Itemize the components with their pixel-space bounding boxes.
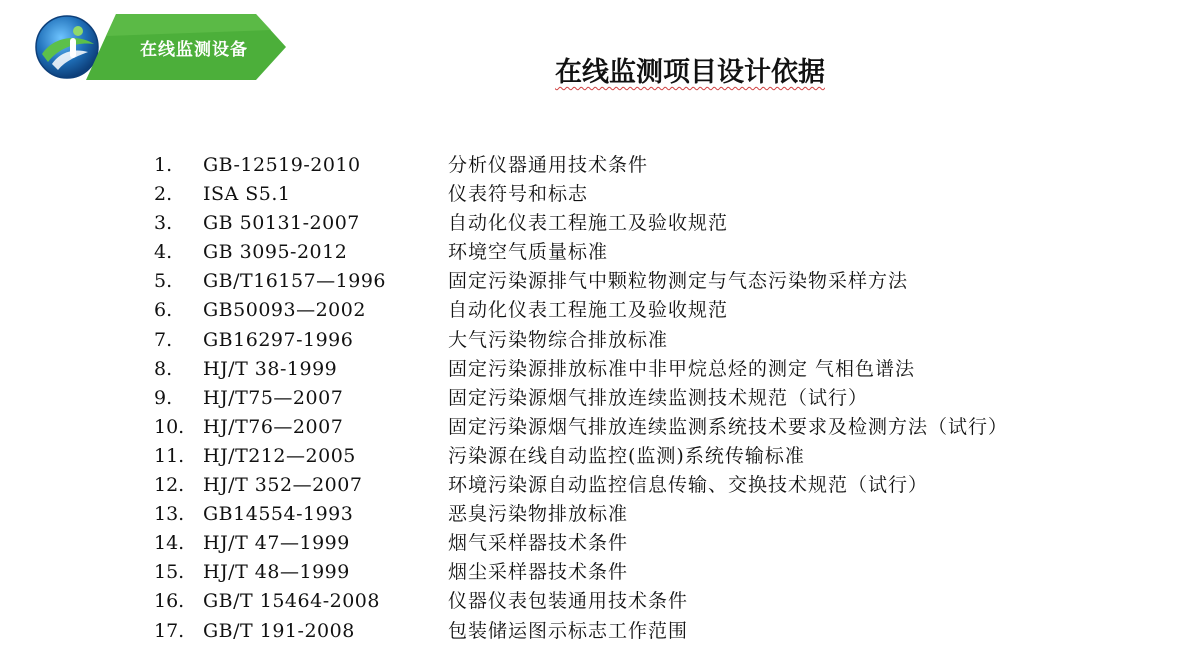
banner-text: 在线监测设备	[140, 40, 248, 60]
list-item	[150, 180, 1110, 209]
brand-banner	[86, 14, 286, 80]
standard-name: 固定污染源排放标准中非甲烷总烃的测定 气相色谱法	[448, 357, 916, 380]
list-item	[150, 471, 1110, 500]
item-number: 1.	[154, 154, 173, 176]
item-number: 10.	[154, 415, 185, 438]
standard-name: 固定污染源排气中颗粒物测定与气态污染物采样方法	[448, 270, 909, 293]
item-number: 4.	[154, 241, 173, 264]
item-number: 16.	[154, 590, 185, 613]
standard-name: 包装储运图示标志工作范围	[448, 619, 689, 642]
standard-code: GB/T 191-2008	[203, 619, 355, 642]
standard-name: 烟气采样器技术条件	[448, 532, 629, 555]
standard-name: 污染源在线自动监控(监测)系统传输标准	[448, 444, 805, 467]
standard-name: 固定污染源烟气排放连续监测系统技术要求及检测方法（试行）	[448, 415, 1009, 438]
standard-code: GB14554-1993	[203, 503, 354, 526]
standard-code: HJ/T75—2007	[203, 386, 344, 409]
list-item	[150, 267, 1110, 296]
list-item	[150, 296, 1110, 325]
item-number: 9.	[154, 386, 173, 409]
item-number: 7.	[154, 328, 173, 351]
item-number: 17.	[154, 619, 185, 642]
standard-code: GB-12519-2010	[203, 154, 361, 176]
standard-code: HJ/T 48—1999	[203, 561, 350, 584]
item-number: 12.	[154, 474, 185, 497]
standard-name: 固定污染源烟气排放连续监测技术规范（试行）	[448, 386, 869, 409]
standard-code: GB 3095-2012	[203, 241, 348, 264]
list-item	[150, 558, 1110, 587]
list-item	[150, 617, 1110, 646]
standard-name: 环境空气质量标准	[448, 241, 609, 264]
standard-name: 自动化仪表工程施工及验收规范	[448, 299, 729, 322]
standard-name: 仪器仪表包装通用技术条件	[448, 590, 689, 613]
item-number: 15.	[154, 561, 185, 584]
standard-code: HJ/T76—2007	[203, 415, 344, 438]
list-item	[150, 529, 1110, 558]
item-number: 14.	[154, 532, 185, 555]
item-number: 6.	[154, 299, 173, 322]
standard-name: 烟尘采样器技术条件	[448, 561, 629, 584]
item-number: 2.	[154, 183, 173, 206]
standard-name: 仪表符号和标志	[448, 183, 589, 206]
standard-code: GB16297-1996	[203, 328, 354, 351]
list-item	[150, 442, 1110, 471]
standard-name: 分析仪器通用技术条件	[448, 154, 649, 176]
item-number: 11.	[154, 444, 185, 467]
list-item	[150, 238, 1110, 267]
standard-code: GB/T16157—1996	[203, 270, 387, 293]
list-item	[150, 355, 1110, 384]
list-item	[150, 326, 1110, 355]
list-item	[150, 151, 1110, 180]
list-item	[150, 587, 1110, 616]
standard-name: 环境污染源自动监控信息传输、交换技术规范（试行）	[448, 474, 929, 497]
standard-code: GB50093—2002	[203, 299, 366, 322]
standard-code: HJ/T 38-1999	[203, 357, 338, 380]
standard-name: 大气污染物综合排放标准	[448, 328, 669, 351]
page-title: 在线监测项目设计依据	[555, 57, 825, 88]
item-number: 5.	[154, 270, 173, 293]
item-number: 3.	[154, 212, 173, 235]
item-number: 8.	[154, 357, 173, 380]
list-item	[150, 209, 1110, 238]
standard-code: GB/T 15464-2008	[203, 590, 380, 613]
standards-list	[150, 151, 1110, 646]
standard-code: HJ/T 352—2007	[203, 474, 363, 497]
standard-name: 恶臭污染物排放标准	[448, 503, 629, 526]
standard-code: HJ/T212—2005	[203, 444, 356, 467]
standard-name: 自动化仪表工程施工及验收规范	[448, 212, 729, 235]
standard-code: GB 50131-2007	[203, 212, 360, 235]
standard-code: HJ/T 47—1999	[203, 532, 350, 555]
list-item	[150, 413, 1110, 442]
list-item	[150, 384, 1110, 413]
list-item	[150, 500, 1110, 529]
item-number: 13.	[154, 503, 185, 526]
standard-code: ISA S5.1	[203, 183, 291, 206]
